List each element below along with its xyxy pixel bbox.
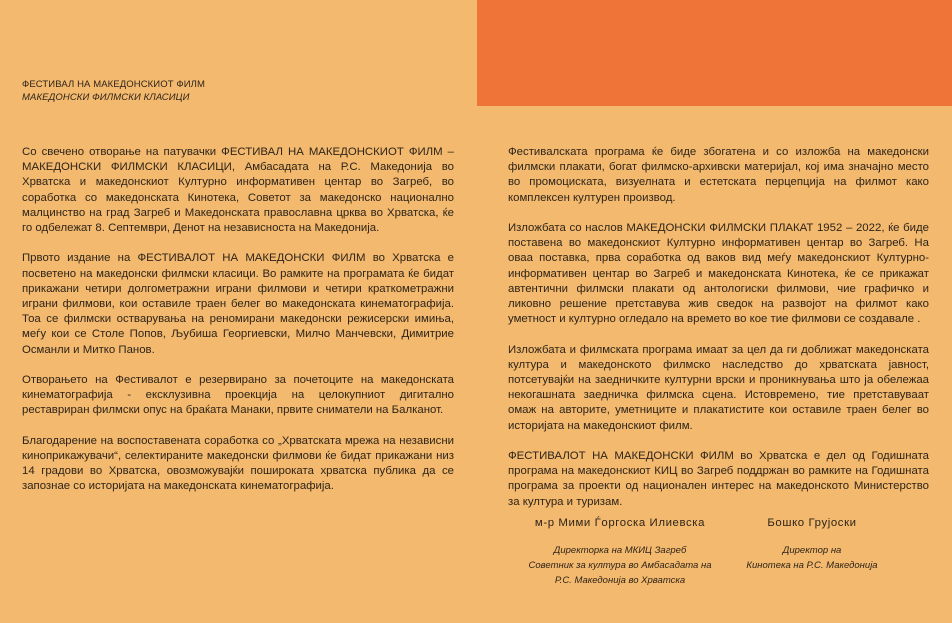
signature-title-line: Директорка на МКИЦ Загреб: [553, 545, 687, 556]
right-text-column: [508, 145, 929, 525]
signature-block-director-kinoteka: [732, 517, 892, 574]
page-header: [22, 78, 205, 104]
left-paragraph-2: Првото издание на ФЕСТИВАЛОТ НА МАКЕДОНСКИ ФИЛМ во Хрватска е посветено на македонски филмски класици. Во рамките на програмата ќе бидат прикажани четири долгометражни играни филмови и четири краткометражни играни филмови, кои оставиле траен белег во македонската кинематографија. Тоа се филмски остварувања на реномирани македонски режисерски имиња, меѓу кои се Столе Попов, Љубиша Георгиевски, Милчо Манчевски, Димитрие Османли и Митко Панов.: [22, 252, 454, 356]
right-paragraph-2: Изложбата со наслов МАКЕДОНСКИ ФИЛМСКИ ПЛАКАТ 1952 – 2022, ќе биде поставена во македонскиот Културно информативен центар во Загреб. На оваа поставка, прва соработка од ваков вид меѓу македонскиот Културно-информативен центар во Загреб и македонската Кинотека, ќе се прикажат автентични филмски плакати од антологиски филмови, чие графичко и ликовно решение претставува жив сведок на развојот на филмот како уметност и културно огледало на времето во кое тие филмови се создавале .: [508, 222, 929, 326]
orange-accent-block: [477, 0, 952, 106]
right-paragraph-4: ФЕСТИВАЛОТ НА МАКЕДОНСКИ ФИЛМ во Хрватска е дел од Годишната програма на македонскиот КИЦ во Загреб поддржан во рамките на Годишната програма за проекти од национален интерес на македонското Министерство за култура и туризам.: [508, 450, 929, 508]
signature-name: Бошко Грујоски: [767, 517, 857, 529]
signature-title: [732, 544, 892, 574]
signature-title-line: Кинотека на Р.С. Македонија: [746, 559, 878, 571]
right-paragraph-1: Фестивалската програма ќе биде збогатена и со изложба на македонски филмски плакати, богат филмско-архивски материјал, кој има значајно место во промоциската, визуелната и естетската перцепција на филмот како комплексен културен производ.: [508, 146, 929, 204]
left-paragraph-3: Отворањето на Фестивалот е резервирано за почетоците на македонската кинематографија - ексклузивна проекција на целокупниот дигитално реставриран филмски опус на браќата Манаки, првите сниматели на Балканот.: [22, 374, 454, 417]
signature-title: [515, 544, 725, 588]
left-paragraph-4: Благодарение на воспоставената соработка со „Хрватската мрежа на независни кинoприкажувачи“, селектираните македонски филмови ќе бидат прикажани низ 14 градови во Хрватска, овозможувајќи пошироката хрватска публика да се запознае со историјата на македонската кинематографија.: [22, 434, 454, 493]
left-paragraph-1: Со свечено отворање на патувачки ФЕСТИВАЛ НА МАКЕДОНСКИОТ ФИЛМ – МАКЕДОНСКИ ФИЛМСКИ КЛАСИЦИ, Амбасадата на Р.С. Македонија во Хрватска и македонскиот Културно информативен центар во Загреб, во соработка со македонската Кинотека, Советот за македонско национално малцинство на град Загреб и Македонската православна црква во Хрватска, ќе го одбележат 8. Септември, Денот на независноста на Македонија.: [22, 146, 454, 235]
header-title: ФЕСТИВАЛ НА МАКЕДОНСКИОТ ФИЛМ: [22, 79, 205, 90]
left-text-column: [22, 145, 454, 510]
right-paragraph-3: Изложбата и филмската програма имаат за цел да ги доближат македонската култура и македонското филмско наследство до хрватската јавност, потсетувајќи на заедничките културни врски и проникнувања што ја обележаа некогашната заедничка филмска сцена. Истовремено, тие претставуваат омаж на авторите, уметниците и плакатистите кои оставиле траен белег во историјата на македонскиот филм.: [508, 343, 929, 432]
signature-title-line: Р.С. Македонија во Хрватска: [554, 574, 686, 586]
signature-title-line: Советник за култура во Амбасадата на: [528, 559, 712, 571]
signature-name: м-р Мими Ѓоргоска Илиевска: [534, 517, 706, 529]
signature-title-line: Директор на: [782, 545, 842, 556]
header-subtitle: МАКЕДОНСКИ ФИЛМСКИ КЛАСИЦИ: [22, 92, 190, 103]
signature-block-director-mkic: [515, 517, 725, 588]
